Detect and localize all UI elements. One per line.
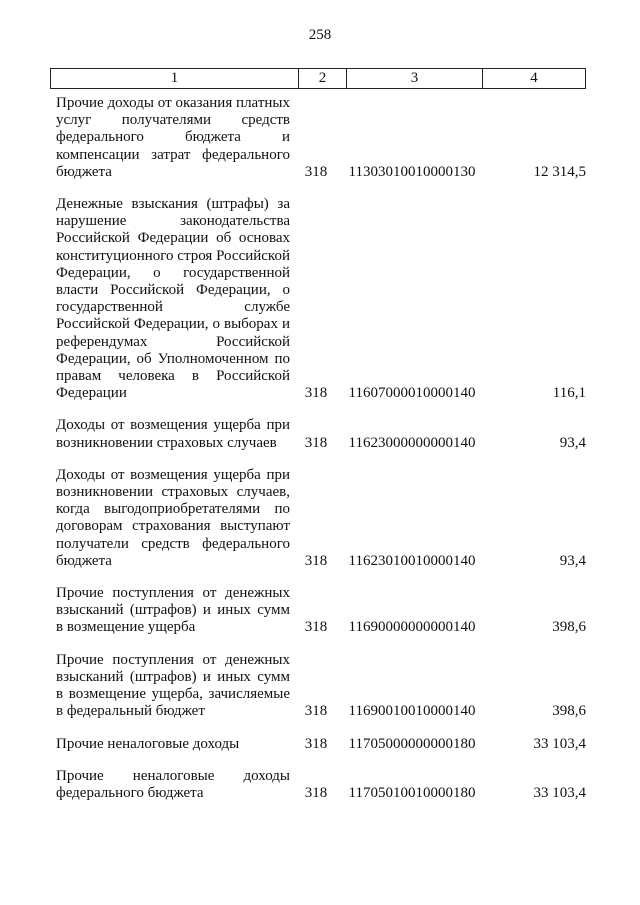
table-row [50,196,586,402]
row-budget-code: 11623000000000140 [348,434,476,451]
row-description: Доходы от возмещения ущерба при возникновении страховых случаев, когда выгодоприобретателями по договорам страхования выступают получатели средств федерального бюджета [56,466,290,569]
row-admin-code: 318 [304,703,328,720]
row-admin-code: 318 [304,735,328,752]
table-row [50,95,586,181]
row-admin-code: 318 [304,163,328,180]
table-body [50,89,586,802]
row-description: Прочие поступления от денежных взысканий (штрафов) и иных сумм в возмещение ущерба, зачисляемые в федеральный бюджет [56,651,290,720]
table-row [50,467,586,570]
row-description: Денежные взыскания (штрафы) за нарушение законодательства Российской Федерации об основах конституционного строя Российской Федерации, о государственной власти Российской Федерации, о государственной службе Российской Федерации, о выборах и референдумах Российской Федерации, об Уполномоченном по правам человека в Российской Федерации [56,196,290,402]
table-header [50,68,586,89]
row-budget-code: 11623010010000140 [348,552,476,569]
row-admin-code: 318 [304,385,328,402]
row-amount: 93,4 [559,434,586,451]
page-number: 258 [308,27,332,43]
row-admin-code: 318 [304,434,328,451]
row-amount: 398,6 [552,619,586,636]
row-admin-code: 318 [304,784,328,801]
row-budget-code: 11690010010000140 [348,703,476,720]
header-col-2: 2 [299,69,347,88]
row-amount: 116,1 [552,385,586,402]
header-col-3: 3 [347,69,483,88]
row-budget-code: 11303010010000130 [348,163,476,180]
table-row [50,417,586,451]
row-admin-code: 318 [304,552,328,569]
row-admin-code: 318 [304,619,328,636]
row-description: Прочие поступления от денежных взысканий (штрафов) и иных сумм в возмещение ущерба [56,585,290,636]
row-budget-code: 11690000000000140 [348,619,476,636]
table-row [50,585,586,637]
row-description: Доходы от возмещения ущерба при возникновении страховых случаев [56,417,290,451]
row-budget-code: 11705010010000180 [348,784,476,801]
row-amount: 12 314,5 [533,163,586,180]
row-description: Прочие неналоговые доходы [56,735,240,752]
row-amount: 33 103,4 [533,735,586,752]
table-row [50,736,586,753]
header-col-1: 1 [51,69,299,88]
header-col-4: 4 [530,70,538,86]
table-row [50,652,586,721]
row-amount: 398,6 [552,703,586,720]
row-amount: 93,4 [559,552,586,569]
row-budget-code: 11705000000000180 [348,735,476,752]
table-row [50,768,586,802]
row-description: Прочие неналоговые доходы федерального бюджета [56,767,290,801]
row-amount: 33 103,4 [533,784,586,801]
row-budget-code: 11607000010000140 [348,385,476,402]
row-description: Прочие доходы от оказания платных услуг получателями средств федерального бюджета и компенсации затрат федерального бюджета [56,95,290,180]
